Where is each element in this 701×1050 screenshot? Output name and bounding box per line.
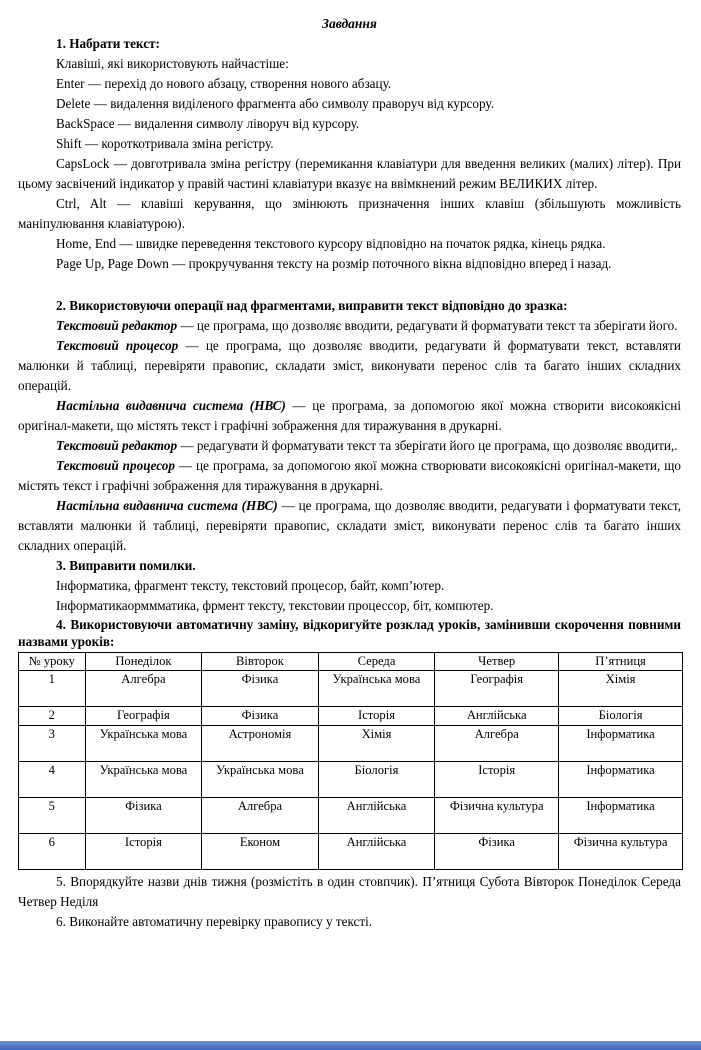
definition-paragraph [18,336,681,396]
definition-paragraph [18,316,681,336]
column-header: П’ятниця [559,653,683,671]
task-2-heading: 2. Використовуючи операції над фрагментами, виправити текст відповідно до зразка: [56,298,568,313]
table-cell: Англійська [318,834,435,870]
table-cell: Українська мова [318,671,435,707]
table-cell: Українська мова [85,762,202,798]
task-4-heading: 4. Використовуючи автоматичну заміну, відкоригуйте розклад уроків, замінивши скорочення повними назвами уроків: [18,617,681,649]
definition-paragraph [18,496,681,556]
definition-term: Текстовий процесор [56,338,179,353]
column-header: Четвер [435,653,559,671]
definition-term: Настільна видавнича система (НВС) [56,498,278,513]
definition-paragraph [18,456,681,496]
table-cell: Історія [435,762,559,798]
document-page [18,10,681,932]
definition-text: — це програма, що дозволяє вводити, редагувати й форматувати текст та зберігати його. [177,318,678,333]
key-page-up-down: Page Up, Page Down — прокручування тексту на розмір поточного вікна відповідно вперед і назад. [56,256,612,271]
column-header: Понеділок [85,653,202,671]
table-cell: Фізична культура [435,798,559,834]
table-cell: Алгебра [202,798,319,834]
definition-term: Текстовий редактор [56,438,178,453]
key-capslock: CapsLock — довготривала зміна регістру (перемикання клавіатури для введення великих (малих) літер). При цьому засвічений індикатор у правій частині клавіатури вказує на ввімкнений режим ВЕЛИКИХ літер. [18,156,681,191]
table-cell: Алгебра [85,671,202,707]
table-cell: Історія [85,834,202,870]
error-line: Інформатикаорммматика, фрмент тексту, текстовии процессор, біт, компютер. [56,598,494,613]
task-3-heading: 3. Виправити помилки. [56,558,196,573]
table-cell: Фізика [202,671,319,707]
definition-paragraph [18,396,681,436]
key-home-end: Home, End — швидке переведення текстового курсору відповідно на початок рядка, кінець рядка. [56,236,606,251]
task-6-text: 6. Виконайте автоматичну перевірку правопису у тексті. [56,914,373,929]
column-header: № уроку [19,653,86,671]
definition-term: Текстовий процесор [56,458,175,473]
table-cell: Англійська [435,707,559,726]
task-5-text: 5. Впорядкуйте назви днів тижня (розмістіть в один стовпчик). П’ятниця Субота Вівторок Понеділок Середа Четвер Неділя [18,874,681,909]
table-cell: Астрономія [202,726,319,762]
definition-paragraph [18,436,681,456]
table-row [19,726,683,762]
task-1-intro: Клавіші, які використовують найчастіше: [56,56,289,71]
table-row [19,671,683,707]
table-cell: Фізика [202,707,319,726]
table-cell: Інформатика [559,798,683,834]
table-header-row [19,653,683,671]
table-cell: Фізика [435,834,559,870]
table-cell: Інформатика [559,726,683,762]
key-delete: Delete — видалення виділеного фрагмента або символу праворуч від курсору. [56,96,494,111]
table-cell: Економ [202,834,319,870]
table-cell: Історія [318,707,435,726]
key-backspace: BackSpace — видалення символу ліворуч від курсору. [56,116,360,131]
table-cell: Хімія [559,671,683,707]
table-cell: 1 [19,671,86,707]
window-bottom-bar [0,1041,701,1050]
correct-line: Інформатика, фрагмент тексту, текстовий процесор, байт, комп’ютер. [56,578,445,593]
definition-term: Текстовий редактор [56,318,178,333]
table-cell: Біологія [559,707,683,726]
table-cell: Географія [435,671,559,707]
definition-text: — це програма, за допомогою якої можна створити високоякісні оригінал-макети, що містять текст і графічні зображення для тиражування в друкарні. [18,398,681,433]
key-enter: Enter — перехід до нового абзацу, створення нового абзацу. [56,76,392,91]
table-cell: 2 [19,707,86,726]
table-cell: Англійська [318,798,435,834]
task-1-heading: 1. Набрати текст: [56,36,160,51]
table-row [19,798,683,834]
table-cell: Географія [85,707,202,726]
definition-text: — це програма, що дозволяє вводити, редагувати і форматувати текст, вставляти малюнки й таблиці, перевіряти правопис, складати зміст, виконувати перенос слів та багато інших складних операцій. [18,498,681,553]
key-shift: Shift — короткотривала зміна регістру. [56,136,274,151]
table-cell: 3 [19,726,86,762]
table-cell: Алгебра [435,726,559,762]
definition-text: — це програма, за допомогою якої можна створювати високоякісні оригінал-макети, що містять текст і графічні зображення для тиражування в друкарні. [18,458,681,493]
table-cell: 6 [19,834,86,870]
table-cell: Українська мова [202,762,319,798]
document-title: Завдання [322,16,377,31]
table-cell: Інформатика [559,762,683,798]
table-cell: Фізика [85,798,202,834]
definition-term: Настільна видавнича система (НВС) [56,398,286,413]
definition-text: — редагувати й форматувати текст та зберігати його це програма, що дозволяє вводити,. [177,438,678,453]
definition-text: — це програма, що дозволяє вводити, редагувати й форматувати текст, вставляти малюнки й таблиці, перевіряти правопис, складати зміст, виконувати перенос слів та багато інших складних операцій. [18,338,681,393]
table-row [19,707,683,726]
column-header: Вівторок [202,653,319,671]
table-cell: Фізична культура [559,834,683,870]
table-cell: Українська мова [85,726,202,762]
table-cell: Хімія [318,726,435,762]
table-cell: Біологія [318,762,435,798]
schedule-table [18,652,683,870]
column-header: Середа [318,653,435,671]
table-cell: 5 [19,798,86,834]
table-cell: 4 [19,762,86,798]
table-row [19,834,683,870]
key-ctrl-alt: Ctrl, Alt — клавіші керування, що змінюють призначення інших клавіш (збільшують можливість маніпулювання клавіатурою). [18,196,681,231]
table-row [19,762,683,798]
